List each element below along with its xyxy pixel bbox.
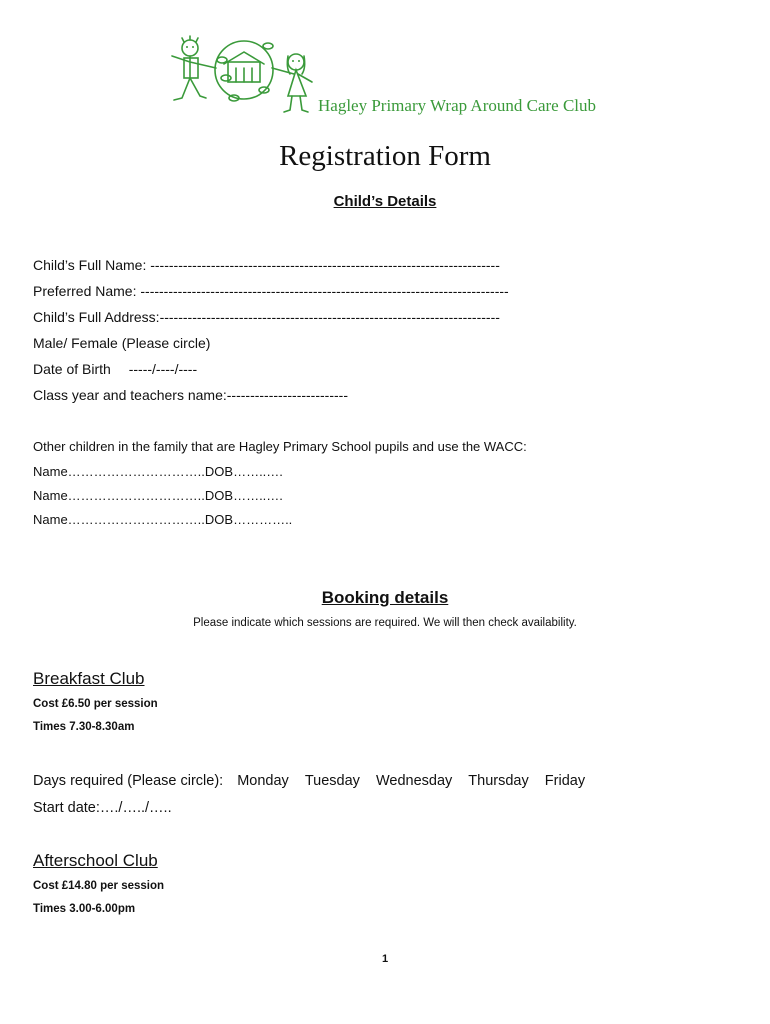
date-of-birth-row — [33, 361, 197, 377]
siblings-intro: Other children in the family that are Hagley Primary School pupils and use the WACC: — [33, 439, 527, 454]
day-option-tuesday[interactable]: Tuesday — [304, 773, 360, 789]
preferred-name-field[interactable]: Preferred Name: ------------------------------------------------------------------------------- — [33, 283, 509, 299]
booking-note: Please indicate which sessions are required. We will then check availability. — [193, 617, 577, 629]
day-option-monday[interactable]: Monday — [237, 773, 289, 789]
breakfast-times: Times 7.30-8.30am — [33, 721, 135, 733]
day-option-wednesday[interactable]: Wednesday — [375, 773, 453, 789]
sibling-row[interactable]: Name…………………………..DOB……..…. — [33, 464, 283, 479]
sibling-row[interactable]: Name…………………………..DOB……..…. — [33, 488, 283, 503]
form-title: Registration Form — [279, 140, 491, 172]
sibling-row[interactable]: Name…………………………..DOB………….. — [33, 512, 293, 527]
days-required-label: Days required (Please circle): — [33, 773, 224, 789]
gender-field[interactable]: Male/ Female (Please circle) — [33, 335, 211, 351]
start-date-field[interactable]: Start date:…./…../….. — [33, 800, 172, 816]
page-number: 1 — [381, 953, 389, 965]
afterschool-cost: Cost £14.80 per session — [33, 880, 165, 892]
school-logo-icon — [160, 34, 320, 116]
afterschool-times: Times 3.00-6.00pm — [33, 903, 136, 915]
class-year-teacher-field[interactable]: Class year and teachers name:-------------------------- — [33, 387, 348, 403]
afterschool-club-heading: Afterschool Club — [33, 851, 158, 870]
day-option-friday[interactable]: Friday — [544, 773, 586, 789]
club-name: Hagley Primary Wrap Around Care Club — [318, 96, 597, 115]
childs-details-heading: Child’s Details — [333, 193, 437, 210]
days-required-row — [33, 773, 585, 789]
breakfast-club-heading: Breakfast Club — [33, 669, 145, 688]
date-of-birth-field[interactable]: -----/----/---- — [128, 361, 198, 377]
day-option-thursday[interactable]: Thursday — [468, 773, 529, 789]
childs-full-address-field[interactable]: Child’s Full Address:------------------------------------------------------------------------- — [33, 309, 500, 325]
date-of-birth-label: Date of Birth — [33, 361, 111, 377]
booking-details-heading: Booking details — [321, 588, 449, 607]
breakfast-cost: Cost £6.50 per session — [33, 698, 158, 710]
childs-full-name-field[interactable]: Child’s Full Name: --------------------------------------------------------------------------- — [33, 257, 500, 273]
